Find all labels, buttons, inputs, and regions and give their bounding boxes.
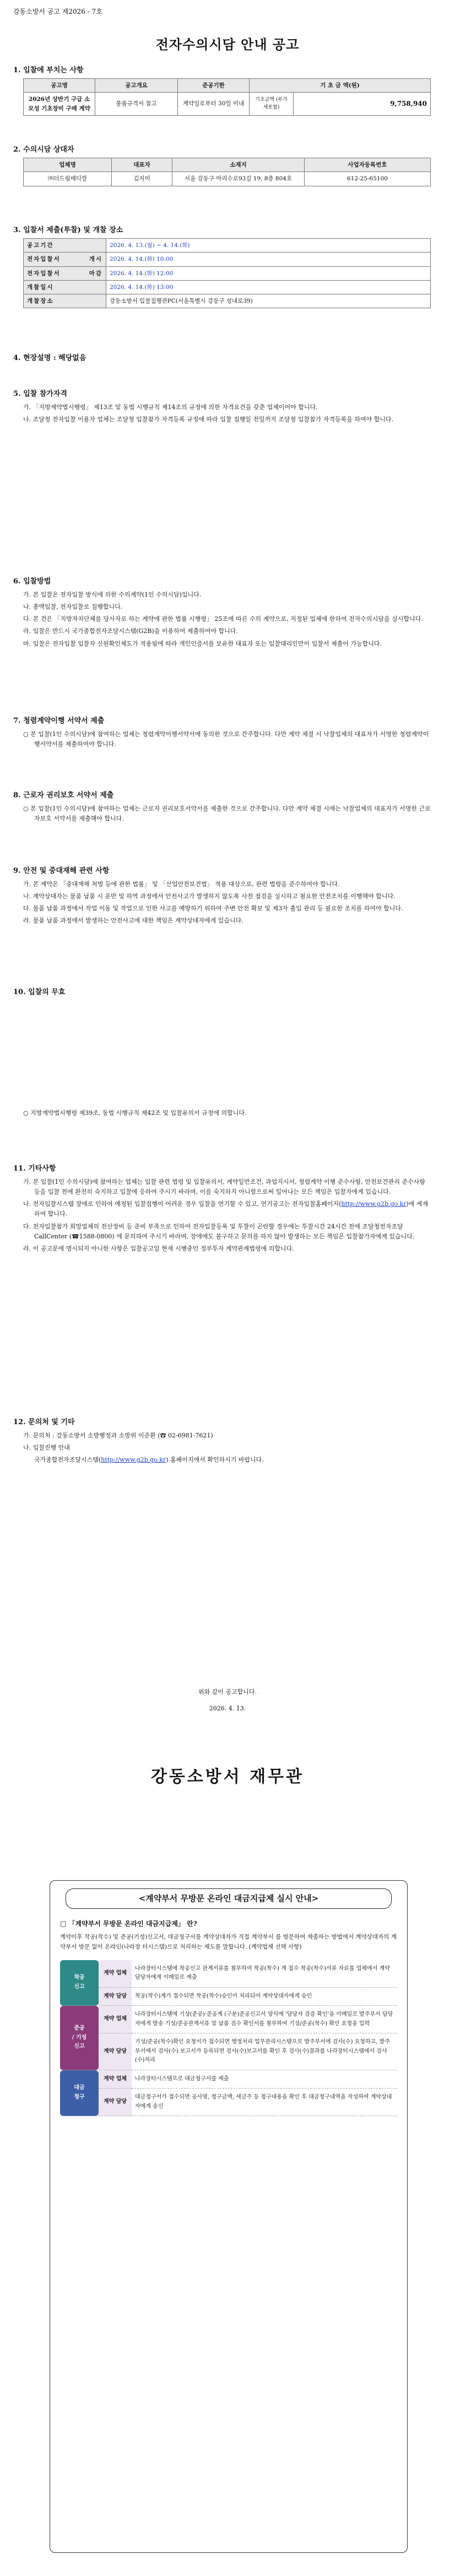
stage-cell xyxy=(60,2070,99,2117)
list-item: 라. 물품 납품 과정에서 발생하는 안전사고에 대한 책임은 계약상대자에게 있습니다. xyxy=(23,917,243,925)
section-12-body xyxy=(23,1431,432,1467)
stage-cell xyxy=(60,1960,99,2006)
company-address: 서울 강동구 아리수로93길 19, 8층 804호 xyxy=(172,172,305,186)
bid-deadline: 계약일로부터 30일 이내 xyxy=(178,93,250,116)
stage-label: 신고 xyxy=(74,1983,85,1990)
table-row xyxy=(24,93,431,116)
section-11-heading: 11. 기타사항 xyxy=(13,1164,56,1173)
step-text: 나라장터시스템에 기성(준공)·준공계 (구분)준공신고서 양식에 '담당자 검증 확인'을 이메일로 발주부서 담당자에게 발송 기성/준공관계서류 및 납품 검수 확인서를 첨부하여 기성/준공(착수) 확인 요청을 입력 xyxy=(132,2006,397,2033)
section-8-heading: 8. 근로자 권리보호 서약서 제출 xyxy=(13,791,114,799)
table-row xyxy=(60,1960,397,1988)
closing-date: 2026. 4. 13. xyxy=(209,1705,246,1712)
section-11-body xyxy=(23,1177,432,1256)
issuer-name: 강동소방서 재무관 xyxy=(150,1767,305,1786)
section-9-heading: 9. 안전 및 중대재해 관련 사항 xyxy=(13,867,110,875)
list-item: 나. 총액입찰, 전자입찰로 집행합니다. xyxy=(23,603,123,611)
bid-summary: 물품규격서 참고 xyxy=(95,93,178,116)
table-header: 사업자등록번호 xyxy=(305,158,431,172)
closing-line: 위와 같이 공고합니다. xyxy=(198,1688,257,1695)
section-6-body xyxy=(23,590,432,651)
list-item: 나. 계약상대자는 물품 납품 시 운반 및 하역 과정에서 안전사고가 발생하지 않도록 사전 점검을 실시하고 필요한 안전조치를 이행해야 합니다. xyxy=(23,893,396,900)
bid-items-table xyxy=(23,78,431,116)
base-amount: 9,758,940 xyxy=(294,93,431,116)
table-header: 업체명 xyxy=(24,158,112,172)
section-9-body xyxy=(23,879,432,929)
schedule-label: 개찰일시 xyxy=(24,280,106,294)
list-item: 가. 본 입찰(1인 수의시담)에 참여하는 업체는 입찰 관련 법령 및 입찰유의서, 계약일반조건, 과업지시서, 청렴계약 이행 준수사항, 안전보건관리 준수사항 등을 입찰 전에 완전히 숙지하고 입찰에 응하여 주시기 바라며, 이를 숙지하지 아니함으로써 일어나는 모든 책임은 입찰자에게 있습니다. xyxy=(23,1178,426,1196)
table-row xyxy=(60,2089,397,2116)
list-item: 마. 입찰은 전자입찰 입찰자 신원확인제도가 적용됨에 따라 개인인증서를 보유한 대표자 또는 입찰대리인만이 입찰서 제출이 가능합니다. xyxy=(23,640,382,647)
actor-label: 계약 담당 xyxy=(99,1988,132,2006)
step-text: 대금청구서가 접수되면 공사명, 청구금액, 세금주 등 청구내용을 확인 후 대금청구내역을 작성하여 계약상대자에게 송신 xyxy=(132,2089,397,2116)
actor-label: 계약 업체 xyxy=(99,2006,132,2033)
stage-label: 준공 xyxy=(74,2025,85,2032)
schedule-label: 전자입찰서 마감 xyxy=(24,266,106,280)
section-8-body xyxy=(23,804,432,826)
list-item: 다. 본 건은 「지방자치단체를 당사자로 하는 계약에 관한 법률 시행령」 25조에 따른 수의 계약으로, 지정된 업체에 한하여 전자수의시담을 실시합니다. xyxy=(23,615,423,623)
item-text: 나. 전자입찰시스템 장애로 인하여 예정된 입찰집행이 어려운 경우 입찰을 연기할 수 있고, 연기공고는 전자입찰홈페이지( xyxy=(23,1200,342,1208)
step-text: 나라장터시스템으로 대금청구서를 제출 xyxy=(132,2070,397,2089)
counterparty-table xyxy=(23,158,431,186)
page-title: 전자수의시담 안내 공고 xyxy=(155,36,300,52)
ceo-name: 김지이 xyxy=(112,172,172,186)
table-row xyxy=(24,239,431,253)
schedule-value: 2026. 4. 14.(화) 10:00 xyxy=(106,253,431,266)
list-item: 라. 입찰은 반드시 국가종합전자조달시스템(G2B)을 이용하여 제출하여야 합니다. xyxy=(23,627,238,635)
notice-number: 강동소방서 공고 제2026 - 7호 xyxy=(13,8,102,15)
company-name: ㈜더드림메디칼 xyxy=(24,172,112,186)
section-10-heading: 10. 입찰의 무효 xyxy=(13,988,66,996)
contact-line: 가. 문의처 : 강동소방서 소방행정과 소방위 이준환 (☎ 02-6981-7621) xyxy=(23,1432,213,1439)
table-header: 대표자 xyxy=(112,158,172,172)
list-item: 다. 전자입찰참가 희망업체의 전산장비 등 준비 부족으로 인하여 전자입찰등록 및 투찰이 곤란할 경우에는 투찰시간 24시간 전에 조달청전자조달 CallCenter (☎1588-0800) 에 문의하여 주시기 바라며, 장애에도 불구하고 문의를 하지 않아 발생하는 모든 책임은 입찰참가자에게 있습니다. xyxy=(23,1222,415,1240)
box-title: <계약부서 무방문 온라인 대금지급제 실시 안내> xyxy=(66,1888,392,1909)
paragraph: ○ 본 입찰(1인 수의시담)에 참여하는 업체는 청렴계약이행서약서에 동의한 것으로 간주합니다. 다만 계약 체결 시 낙찰업체의 대표자가 서명한 청렴계약이행서약서를 제출하여야 합니다. xyxy=(23,731,429,748)
list-item: 라. 이 공고문에 명시되지 아니한 사항은 입찰공고일 현재 시행중인 정부투자 계약관계법령에 의합니다. xyxy=(23,1244,294,1252)
g2b-link[interactable]: http://www.g2b.go.kr xyxy=(341,1200,407,1208)
section-7-body xyxy=(23,729,432,752)
actor-label: 계약 담당 xyxy=(99,2089,132,2116)
schedule-value: 2026. 4. 14.(화) 13:00 xyxy=(106,280,431,294)
section-5-heading: 5. 입찰 참가자격 xyxy=(13,390,67,398)
site-line-label: 나. 입찰진행 안내 xyxy=(23,1444,70,1452)
actor-label: 계약 업체 xyxy=(99,2070,132,2089)
table-header: 공고명 xyxy=(24,79,95,93)
section-6-heading: 6. 입찰방법 xyxy=(13,577,51,586)
list-item: 나. 조달청 전자입찰 이용자 업체는 조달청 입찰참가 자격등록 규정에 따라 입찰 집행일 전일까지 조달청 입찰참가 자격등록을 하여야 합니다. xyxy=(23,416,394,423)
table-row xyxy=(24,253,431,266)
step-text: 착공(착수)계가 접수되면 착공(착수)승인이 처리되어 계약상대자에게 승인 xyxy=(132,1988,397,2006)
table-row xyxy=(60,2006,397,2033)
item-text: ) 홈페이지에서 확인하시기 바랍니다. xyxy=(166,1456,264,1464)
section-2-heading: 2. 수의시담 상대자 xyxy=(13,146,74,154)
section-7-heading: 7. 청렴계약이행 서약서 제출 xyxy=(13,717,105,725)
payment-flow-table xyxy=(60,1960,397,2117)
table-row xyxy=(24,172,431,186)
stage-label: / 기성 xyxy=(72,2034,87,2041)
site-line xyxy=(23,1455,432,1465)
box-question: □ 「계약부서 무방문 온라인 대금지급제」 란? xyxy=(60,1920,197,1928)
section-10-body xyxy=(23,1108,432,1120)
list-item: 가. 본 입찰은 전자입찰 방식에 의한 수의계약(1인 수의시담)입니다. xyxy=(23,591,202,598)
stage-label: 신고 xyxy=(74,2043,85,2050)
section-4-heading: 4. 현장설명 : 해당없음 xyxy=(13,354,86,362)
table-header: 공고개요 xyxy=(95,79,178,93)
stage-label: 착공 xyxy=(74,1974,85,1981)
box-description: 계약이후 착공(착수) 및 준공(기성)신고서, 대금청구서를 계약상대자가 직접 계약부서 를 방문하여 제출하는 방법에서 계약상대자의 계약부서 방문 없이 온라인(나라장 터시스템)으로 처리하는 제도를 말합니다. (계약업체 선택 사항) xyxy=(60,1933,397,1950)
stage-label: 대금 xyxy=(74,2085,85,2091)
amount-note: 기초금액 (부가세포함) xyxy=(250,93,294,116)
table-row xyxy=(60,2070,397,2089)
bid-name: 2026년 상반기 구급 소모성 기초장비 구매 계약 xyxy=(24,93,95,116)
actor-label: 계약 업체 xyxy=(99,1960,132,1988)
schedule-label: 공고기간 xyxy=(24,239,106,253)
list-item xyxy=(23,1199,432,1219)
table-row xyxy=(24,280,431,294)
biz-number: 612-25-65100 xyxy=(305,172,431,186)
table-header: 준공기한 xyxy=(178,79,250,93)
schedule-value: 강동소방서 입찰집행관PC(서울특별시 강동구 성내로39) xyxy=(106,294,431,308)
table-row xyxy=(24,294,431,308)
list-item: 가. 「지방계약법시행령」 제13조 및 동법 시행규칙 제14조의 규정에 의한 자격요건을 갖춘 업체이어야 합니다. xyxy=(23,404,318,411)
paragraph: ○ 본 입찰(1인 수의시담)에 참여하는 업체는 근로자 권리보호서약서를 제출한 것으로 간주합니다. 다만 계약 체결 시에는 낙찰업체의 대표자가 서명한 근로자보호 서약서를 제출해야 합니다. xyxy=(23,805,431,823)
stage-cell xyxy=(60,2006,99,2070)
section-3-heading: 3. 입찰서 제출(투찰) 및 개찰 장소 xyxy=(13,226,123,234)
item-text: )에 게재하여 합니다. xyxy=(34,1200,429,1218)
table-header: 소재지 xyxy=(172,158,305,172)
actor-label: 계약 담당 xyxy=(99,2033,132,2070)
schedule-label: 개찰장소 xyxy=(24,294,106,308)
item-text: 국가종합전자조달시스템( xyxy=(34,1456,101,1464)
stage-label: 청구 xyxy=(74,2094,85,2100)
table-row xyxy=(60,2033,397,2070)
table-header-row xyxy=(24,79,431,93)
step-text: 기성/준공(착수)확인 요청서가 접수되면 행정처리 업무관리시스템으로 발주부서에 검사(수) 요청하고, 발주부서에서 검사(수) 보고서가 등록되면 검사(수)보고서를 확인 후 검사(수)결과를 나라장터시스템에서 검사(수)처리 xyxy=(132,2033,397,2070)
table-row xyxy=(24,266,431,280)
schedule-value: 2026. 4. 14.(화) 12:00 xyxy=(106,266,431,280)
list-item: 가. 본 계약은 「중대재해 처벌 등에 관한 법률」 및 「산업안전보건법」 적용 대상으로, 관련 법령을 준수하여야 합니다. xyxy=(23,881,340,888)
section-5-body xyxy=(23,402,432,427)
schedule-label: 전자입찰서 개시 xyxy=(24,253,106,266)
section-12-heading: 12. 문의처 및 기타 xyxy=(13,1418,75,1426)
table-header: 기 초 금 액(원) xyxy=(250,79,431,93)
g2b-link[interactable]: http://www.g2b.go.kr xyxy=(101,1456,166,1464)
section-1-heading: 1. 입찰에 부치는 사항 xyxy=(13,66,84,74)
payment-info-box xyxy=(50,1880,408,2553)
schedule-value: 2026. 4. 13.(월) ~ 4. 14.(화) xyxy=(106,239,431,253)
step-text: 나라장터시스템에 착공신고 관계서류를 첨부하여 착공(착수) 계 접수 착공(착수)서류 자료를 업체에서 계약담당자에게 이메일로 제출 xyxy=(132,1960,397,1988)
paragraph: ○ 지방계약법시행령 제39조, 동법 시행규칙 제42조 및 입찰유의서 규정에 의합니다. xyxy=(23,1109,247,1117)
table-row xyxy=(60,1988,397,2006)
list-item: 다. 물품 납품 과정에서 작업 이동 및 작업으로 인한 사고를 예방하기 위하여 주변 안전 확보 및 제3자 출입 관리 등 필요한 조치를 하여야 합니다. xyxy=(23,905,403,913)
table-header-row xyxy=(24,158,431,172)
schedule-table xyxy=(23,238,431,308)
